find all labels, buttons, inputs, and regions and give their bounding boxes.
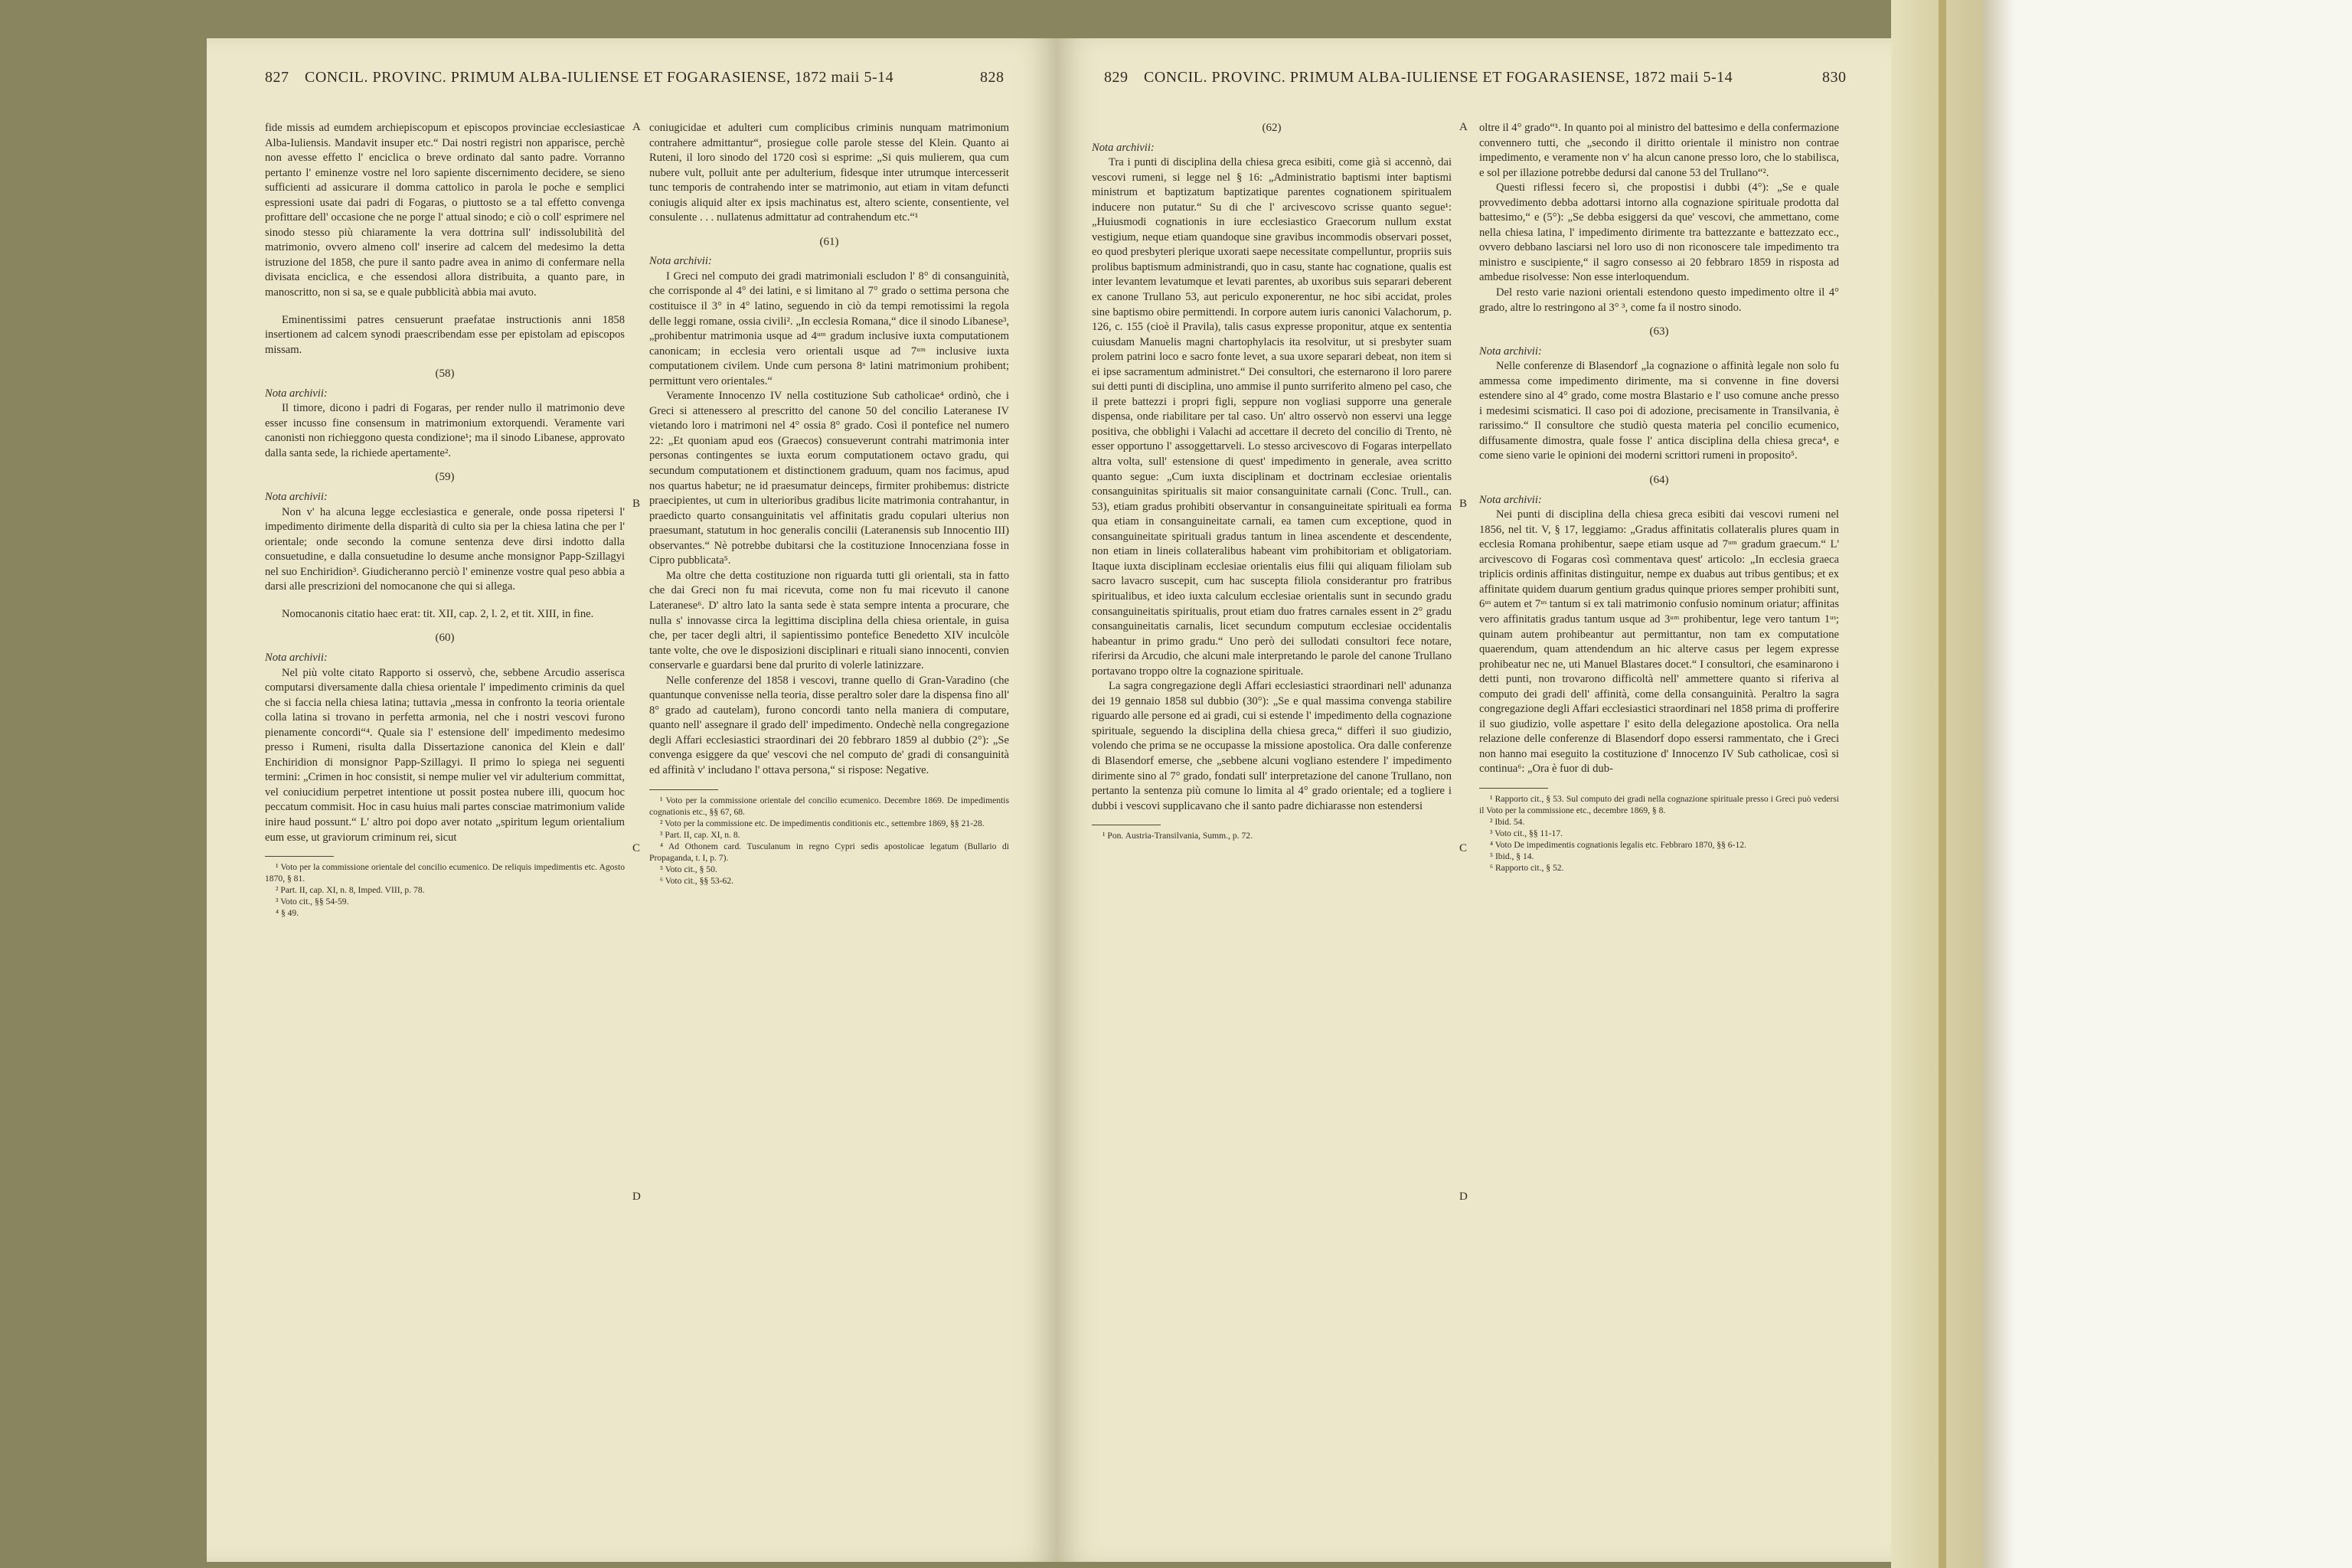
footnote: ³ Part. II, cap. XI, n. 8.	[660, 829, 740, 840]
footnote: ¹ Voto per la commissione orientale del concilio ecumenico. De reliquis impedimentis etc. Agosto 1870, § 81.	[265, 862, 625, 884]
paragraph: Del resto varie nazioni orientali estendono questo impedimento oltre il 4° grado, altre lo restringono al 3° ³, come fa il nostro sinodo.	[1479, 286, 1839, 314]
footnote: ⁴ § 49.	[276, 908, 299, 919]
background-sheet-shadow	[1983, 0, 2014, 1568]
nota-heading: Nota archivii:	[265, 387, 328, 400]
paragraph: Questi riflessi fecero sì, che propostisi i dubbi (4°): „Se e quale provvedimento debba adottarsi intorno alla cognazione spirituale prodotta dal battesimo,“ e (5°): „Se debba esiggersi da que' vescovi, che ammettano, come nella chiesa latina, l' impedimento dirimente tra battezzante e battezzato ecc., ovvero debbano lasciarsi nel loro uso di non riconoscere tale impedimento tra ministro e suscipiente,“ il sagro consesso ai 20 febbraro 1859 in risposta ad ambedue risolvesse: Non esse interloquendum.	[1479, 181, 1839, 284]
nota-heading: Nota archivii:	[1479, 345, 1542, 358]
footnote-rule	[649, 789, 718, 790]
footnote: ³ Voto cit., §§ 54-59.	[276, 897, 349, 907]
margin-letter: D	[632, 1191, 641, 1203]
footnote: ⁴ Ad Othonem card. Tusculanum in regno Cypri sedis apostolicae legatum (Bullario di Propaganda, t. I, p. 7).	[649, 841, 1009, 863]
footnote: ³ Voto cit., §§ 11-17.	[1490, 828, 1563, 838]
paragraph: Nomocanonis citatio haec erat: tit. XII, cap. 2, l. 2, et tit. XIII, in fine.	[282, 607, 594, 620]
footnote: ² Ibid. 54.	[1490, 816, 1525, 827]
paragraph: Nelle conferenze del 1858 i vescovi, tranne quello di Gran-Varadino (che quantunque convenisse nella teoria, disse peraltro soler dare la dispensa fino all' 8° grado ad cautelam), furono concordi tanto nella maniera di computare, quanto nell' assegnare il grado dell' impedimento. Ondechè nella congregazione degli Affari ecclesiastici straordinari dei 20 febbraro 1859 al dubbio (2°): „Se convenga esiggere da que' vescovi che nel computo de' gradi di consanguinità ed affinità v' includano l' ottava persona,“ si rispose: Negative.	[649, 674, 1009, 776]
footnote: ¹ Pon. Austria-Transilvania, Summ., p. 72.	[1102, 831, 1253, 841]
section-number: (64)	[1649, 474, 1669, 487]
section-number: (62)	[1262, 122, 1282, 134]
left-page-header	[207, 69, 1057, 100]
column-left	[1092, 121, 1452, 841]
footnote: ⁴ Voto De impedimentis cognationis legalis etc. Febbraro 1870, §§ 6-12.	[1490, 839, 1746, 850]
paragraph: Ma oltre che detta costituzione non riguarda tutti gli orientali, sta in fatto che dai Greci non fu mai ricevuta, come non fu mai ricevuto il canone Lateranese⁶. D' altro lato la santa sede è stata sempre intenta a procurare, che nulla s' innovasse circa la legittima disciplina della chiesa orientale, in guisa che, per tacer degli altri, il sapientissimo pontefice Benedetto XIV inculcòle tante volte, che ove le disposizioni disciplinari e rituali siano innocenti, convien conservarle e guardarsi bene dal prurito di volerle latinizzare.	[649, 569, 1009, 672]
column-right	[1479, 121, 1839, 874]
margin-letter: B	[632, 498, 641, 510]
paragraph: Veramente Innocenzo IV nella costituzione Sub catholicae⁴ ordinò, che i Greci si attenessero al prescritto del canone 50 del concilio Lateranese IV vietando loro i matrimoni nel 4° ossia 8° grado. Così il pontefice nel numero 22: „Et quoniam apud eos (Graecos) consueverunt contrahi matrimonia inter personas contingentes se iuxta eorum computationem octavo gradu, qui secundum computationem et distinctionem graduum, quam nos facimus, apud nos quartus habetur; ne id praesumatur deinceps, firmiter prohibemus: districte praecipientes, ut cum in ulterioribus gradibus licite matrimonia contrahantur, in praedicto quarto consanguinitatis vel affinitatis gradu copulari ulterius non praesumant, statutum in hoc generalis concilii (Lateranensis sub Innocentio III) observantes.“ Nè potrebbe dubitarsi che la costituzione Innocenziana fosse in Cipro pubblicata⁵.	[649, 390, 1009, 567]
running-title: CONCIL. PROVINC. PRIMUM ALBA-IULIENSE ET FOGARASIENSE, 1872 maii 5-14	[1144, 69, 1733, 86]
background-sheet	[1983, 0, 2352, 1568]
paragraph: Tra i punti di disciplina della chiesa greca esibiti, come già si accennò, dai vescovi rumeni, si legge nel § 16: „Administratio baptismi inter baptismi ministrum et baptizatum baptizatique parentes cognationem spiritualem inducere non putatur.“ Su di che l' arcivescovo scrisse quanto segue¹: „Huiusmodi cognationis in iure ecclesiastico Graecorum nullum exstat vestigium, neque etiam quandoque sine gravibus incommodis observari posset, eo quod presbyteri plerique uxorati saepe necessitate compelluntur, propriis suis prolibus baptismum administrandi, quo in casu, stante hac cognatione, qualis est inter levantem levatumque et levati parentes, ab uxoribus suis separari deberent ex canone Trullano 53, aut periculo exponerentur, ne hoc sibi accidat, proles sine baptismo obire permittendi. In corpore autem iuris canonici Valachorum, p. 126, c. 155 (cioè il Pravila), talis casus expresse proponitur, atque ex sententia cuiusdam Manuelis magni chartophylacis ita resolvitur, ut si presbyter suam prolem patrini loco e sacro fonte levet, a sua uxore separari debeat, non item si ei ipse sacramentum administret.“ Dei consultori, che esternarono il loro parere sui detti punti di disciplina, uno ammise il punto surriferito almeno pel caso, che il prete battezzi i propri figli, seppure non vogliasi supporre una generale dispensa, onde riabilitare per tal caso. Un' altro osservò non esservi una legge positiva, che obblighi i Valachi ad accettare il decreto del concilio di Trento, nè esser opportuno l' assoggettarveli. Lo stesso arcivescovo di Fogaras interpellato altra volta, sull' estensione di quest' impedimento in generale, avea scritto quanto segue: „Cum iuxta disciplinam et doctrinam ecclesiae orientalis consanguinitas spiritualis sit maior consanguinitate carnali (Conc. Trull., can. 53), etiam gradus prohibiti observantur in consanguineitate spirituali ea forma qua etiam in consanguineitate carnali, ea tamen cum exceptione, quod in consanguineitate spirituali gradus tantum in linea ascendente et descendente, non etiam in lineis collateralibus habeant vim prohibitoriam et obligatoriam. Itaque iuxta disciplinam ecclesiae orientalis eius filii qui aliquam filiolam sub sacro lavacro suscepit, cum hac suscepta filiola considerantur pro fratribus spiritualibus, et ideo iuxta calculum ecclesiae orientalis sunt in secundo gradu consanguineitatis spiritualis, prout etiam duo fratres carnales essent in 2° gradu consanguineitatis carnalis, licet secundum computum ecclesiae occidentalis habeantur in primo gradu.“ Uno però dei sullodati consultori fece notare, riferirsi da Arcudio, che alcuni male interpretando le parole del canone Trullano portavano troppo oltre la cognazione spirituale.	[1092, 156, 1452, 678]
paragraph: Eminentissimi patres censuerunt praefatae instructionis anni 1858 insertionem ad calcem synodi praescribendam esse per epistolam ad episcopos missam.	[265, 313, 625, 356]
left-page	[207, 38, 1057, 1562]
paragraph: Il timore, dicono i padri di Fogaras, per render nullo il matrimonio deve esser incusso fine consensum in matrimonium extorquendi. Veramente vari canonisti non richieggono questa condizione¹; ma il sinodo Libanese, approvato dalla santa sede, la richiede apertamente².	[265, 402, 625, 459]
footnote: ⁶ Rapporto cit., § 52.	[1490, 862, 1564, 873]
margin-letter: C	[1459, 842, 1468, 854]
paragraph: Nelle conferenze di Blasendorf „la cognazione o affinità legale non solo fu ammessa come impedimento dirimente, ma si convenne in fine doversi estendere sino al 4° grado, come mostra Blastario e l' uso comune anche presso i medesimi scismatici. Il caso poi di adozione, precisamente in Transilvania, è rarissimo.“ Il consultore che studiò questa materia pel concilio ecumenico, diffusamente dimostra, quale fosse l' antica disciplina della chiesa greca⁴, e come sieno varie le opinioni dei moderni scrittori rumeni in proposito⁵.	[1479, 360, 1839, 462]
margin-letter: C	[632, 842, 641, 854]
page-number: 829	[1104, 69, 1129, 86]
column-right	[649, 121, 1009, 887]
book-edge	[1891, 0, 1983, 1568]
paragraph: oltre il 4° grado“¹. In quanto poi al ministro del battesimo e della confermazione convennero tutti, che „secondo il diritto orientale il ministro non contrae impedimento, e veramente non v' ha alcun canone presso loro, che lo stabilisca, e sol per illazione potrebbe dedursi dal canone 53 del Trullano“².	[1479, 122, 1839, 179]
page-number: 827	[265, 69, 289, 86]
nota-heading: Nota archivii:	[649, 255, 712, 268]
paragraph: Nei punti di disciplina della chiesa greca esibiti dai vescovi rumeni nel 1856, nel tit. V, § 17, leggiamo: „Gradus affinitatis collateralis plures quam in ecclesia Romana prohibentur, saepe etiam usque ad 7ᵘᵐ gradum graecum.“ L' arcivescovo di Fogaras così commentava quest' articolo: „In ecclesia graeca triplicis ordinis affinitas distinguitur, nempe ex duabus aut tribus gentibus; et ex affinitate quidem duarum gentium gradus quinque priores semper prohibiti sunt, 6ᵘˢ autem et 7ᵘˢ tantum si ex tali matrimonio confusio nominum oriatur; affinitas vero affinitatis gradus tantum usque ad 3ᵘᵐ prohibentur, lege vero tantum 1ᵘˢ; quinam autem prohibeantur aut permittantur, non tam ex computatione quaerendum, quam attendendum an hic alterve casus per legem expresse prohibeatur nec ne, uti Manuel Blastares docet.“ I consultori, che esaminarono i detti punti, non trovarono difficoltà nell' ammettere quanto si riferiva al computo dei gradi dell' affinità, come della consanguinità. Peraltro la sagra congregazione degli Affari ecclesiastici straordinari nel 1858 prima di profferire il suo giudizio, volle aspettare l' esito della delegazione apostolica. Ora nella relazione delle conferenze di Blasendorf dopo essersi rammentato, che i Greci non hanno mai eseguito la costituzione d' Innocenzo IV Sub catholicae, così si continua⁶: „Ora è fuor di dub-	[1479, 508, 1839, 776]
section-number: (58)	[435, 368, 455, 381]
paragraph: La sagra congregazione degli Affari ecclesiastici straordinari nell' adunanza dei 19 gennaio 1858 sul dubbio (30°): „Se e qual massima convenga stabilire riguardo alle persone ed ai gradi, cui si estende l' impedimento della cognazione spirituale, seguendo la disciplina della chiesa greca,“ differì il suo giudizio, volendo che prima se ne occupasse la missione apostolica. Ora dalle conferenze di Blasendorf emerse, che „sebbene alcuni vogliano estendere l' impedimento dirimente sino al 7° grado, fondati sull' interpretazione del canone Trullano, non pertanto la sentenza più comune lo limita al 4° grado orientale; ed a togliere i dubbi i vescovi supplicavano che il santo padre dichiarasse non estendersi	[1092, 680, 1452, 812]
footnote: ¹ Voto per la commissione orientale del concilio ecumenico. Decembre 1869. De impedimentis cognationis etc., §§ 67, 68.	[649, 795, 1009, 817]
page-number: 828	[980, 69, 1004, 86]
footnote-rule	[265, 856, 334, 857]
paragraph: Nel più volte citato Rapporto si osservò, che, sebbene Arcudio asserisca computarsi diversamente dalla chiesa orientale l' impedimento criminis da quel che si faccia nella chiesa latina; tuttavia „messa in confronto la teoria orientale colla latina si trovano in perfetta armonia, nel che i nostri vescovi furono pienamente concordi“⁴. Quale sia l' estensione dell' impedimento medesimo presso i Rumeni, risulta dalla Dissertazione canonica del Klein e dall' Enchiridion di monsignor Papp-Szillagyi. Il primo lo spiega nei seguenti termini: „Crimen in hoc consistit, si nempe mulier vel vir adulterium committat, vel coniucidium perpetret intentione ut possit postea nubere illi, quocum hoc peccatum commisit. Hoc in casu huius mali partes consciae matrimonium valide inire haud possunt.“ L' altro poi dopo aver notato „spiritum legum orientalium eum esse, ut graviorum criminum rei, sicut	[265, 666, 625, 844]
section-number: (60)	[435, 632, 455, 645]
section-number: (63)	[1649, 325, 1669, 338]
running-title: CONCIL. PROVINC. PRIMUM ALBA-IULIENSE ET FOGARASIENSE, 1872 maii 5-14	[305, 69, 894, 86]
footnote: ⁵ Ibid., § 14.	[1490, 851, 1534, 861]
right-page	[1057, 38, 1891, 1562]
section-number: (61)	[819, 235, 839, 248]
paragraph: I Greci nel computo dei gradi matrimoniali escludon l' 8° di consanguinità, che corrisponde al 4° dei latini, e si limitano al 7° grado o settima persona che costituisce il 3° in 4° latino, seguendo in ciò da tempi remotissimi la regola delle leggi romane, ossia civili². „In ecclesia Romana,“ dice il sinodo Libanese³, „prohibentur matrimonia usque ad 4ᵘᵐ gradum inclusive iuxta computationem canonicam; in ecclesia vero orientali usque ad 7ᵘᵐ inclusive iuxta computationem civilem. Unde cum persona 8ᵃ latini matrimonium prohibent; permittunt vero orientales.“	[649, 270, 1009, 387]
footnote: ¹ Rapporto cit., § 53. Sul computo dei gradi nella cognazione spirituale presso i Greci può vedersi il Voto per la commissione etc., decembre 1869, § 8.	[1479, 793, 1839, 815]
footnote: ⁶ Voto cit., §§ 53-62.	[660, 875, 734, 886]
margin-letter: A	[1459, 121, 1468, 133]
nota-heading: Nota archivii:	[265, 491, 328, 504]
section-number: (59)	[435, 471, 455, 484]
paragraph: fide missis ad eumdem archiepiscopum et episcopos provinciae ecclesiasticae Alba-Iuliensis. Mandavit insuper etc.“ Dai nostri registri non apparisce, perchè non avesse effetto l' enciclica o breve ordinato dal santo padre. Vorranno pertanto l' eminenze vostre nel loro sapiente discernimento decidere, se sieno sufficienti ad assicurare il domma cattolico in parola le poche e semplici espressioni usate dai padri di Fogaras, o piuttosto se a tal effetto convenga profittare dell' occasione che ne porge l' attual sinodo; e ciò o coll' esprimere nel sinodo stesso più chiaramente la vera dottrina sull' indissolubilità del matrimonio, ovvero almeno coll' inserire ad calcem del medesimo la detta istruzione del 1858, che pure il santo padre avea in animo di confermare nella divisata enciclica, e che essendosi allora distribuita, a quanto pare, in manoscritto, non si sa, se e quale pubblicità abbia mai avuto.	[265, 122, 625, 299]
footnote: ² Part. II, cap. XI, n. 8, Imped. VIII, p. 78.	[276, 885, 425, 896]
book-binding	[1939, 0, 1946, 1568]
paragraph: Non v' ha alcuna legge ecclesiastica e generale, onde possa ripetersi l' impedimento dirimente della disparità di culto sia per la chiesa latina che per l' orientale; onde secondo la comune sentenza deve dirsi indotto dalla consuetudine, e dalla consuetudine lo desume anche monsignor Papp-Szillagyi nel suo Enchiridion³. Giudicheranno perciò l' eminenze vostre qual peso abbia a darsi alle prescrizioni del nomocanone che qui si allega.	[265, 505, 625, 593]
nota-heading: Nota archivii:	[1479, 493, 1542, 506]
margin-letter: D	[1459, 1191, 1468, 1203]
footnote: ² Voto per la commissione etc. De impedimentis conditionis etc., settembre 1869, §§ 21-28.	[660, 818, 985, 828]
nota-heading: Nota archivii:	[1092, 141, 1155, 154]
paragraph: coniugicidae et adulteri cum complicibus criminis nunquam matrimonium contrahere admittantur“, prosiegue colle parole stesse del Klein. Quanto ai Ruteni, il loro sinodo del 1720 così si esprime: „Si quis mulierem, qua cum nubere vult, polluit ante per adulterium, fidesque inter utrumque intercesserit tunc temporis de contrahendo inter se matrimonio, aut etiam in vitam defuncti coniugis aliquid alter ex ipsis machinatus est, altero sciente, consentiente, vel consulente . . . nullatenus admittatur ad contrahendum etc.“¹	[649, 122, 1009, 224]
footnote-rule	[1479, 788, 1548, 789]
footnote: ⁵ Voto cit., § 50.	[660, 864, 717, 874]
column-left	[265, 121, 625, 919]
page-number: 830	[1822, 69, 1847, 86]
right-page-header	[1057, 69, 1891, 100]
margin-letter: B	[1459, 498, 1468, 510]
margin-letter: A	[632, 121, 641, 133]
nota-heading: Nota archivii:	[265, 651, 328, 664]
